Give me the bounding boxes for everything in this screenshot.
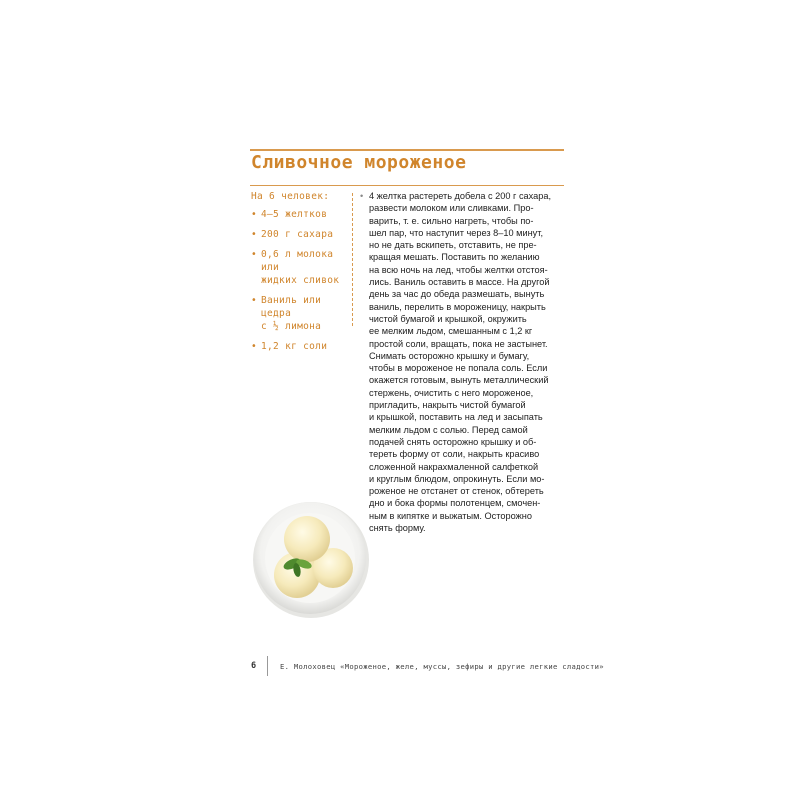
recipe-title: Сливочное мороженое — [251, 152, 467, 173]
ice-cream-bowl-illustration — [249, 497, 373, 621]
title-bottom-rule — [250, 185, 564, 186]
instruction-line: варить, т. е. сильно нагреть, чтобы по- — [369, 215, 534, 226]
instruction-line: и круглым блюдом, опрокинуть. Если мо- — [369, 473, 545, 484]
instruction-line: ным в кипятке и выжатым. Осторожно — [369, 510, 532, 521]
instruction-line: мелким льдом с солью. Перед самой — [369, 424, 528, 435]
instruction-line: кращая мешать. Поставить по желанию — [369, 252, 540, 263]
instruction-line: дно и бока формы полотенцем, смочен- — [369, 498, 541, 509]
ingredient-text-cont: с ½ лимона — [261, 321, 322, 332]
ingredient-text: 1,2 кг соли — [261, 341, 328, 352]
footer-divider — [267, 656, 268, 676]
instruction-line: ее мелким льдом, смешанным с 1,2 кг — [369, 326, 533, 337]
instruction-line: лись. Ваниль оставить в массе. На другой — [369, 277, 550, 288]
ingredient-item — [251, 208, 346, 221]
instruction-line: чистой бумагой и крышкой, окружить — [369, 313, 527, 324]
recipe-instructions — [360, 190, 570, 534]
servings-label: На 6 человек: — [251, 191, 330, 202]
ingredient-text: 0,6 л молока или — [261, 249, 334, 273]
instruction-line: окажется готовым, вынуть металлический — [369, 375, 549, 386]
instruction-line: день за час до обеда размешать, вынуть — [369, 289, 545, 300]
instruction-line: 4 желтка растереть добела с 200 г сахара, — [369, 191, 552, 201]
ingredient-text: 4–5 желтков — [261, 209, 328, 220]
instruction-line: роженое не отстанет от стенок, обтереть — [369, 486, 544, 497]
instruction-line: стержень, очистить с него мороженое, — [369, 387, 534, 398]
bullet-icon: • — [251, 295, 258, 306]
ingredient-list — [251, 208, 346, 353]
bullet-icon: • — [360, 191, 364, 201]
running-title: Е. Молоховец «Мороженое, желе, муссы, зефиры и другие легкие сладости» — [280, 662, 604, 671]
bullet-icon: • — [251, 229, 258, 240]
instruction-line: на всю ночь на лед, чтобы желтки отстоя- — [369, 264, 548, 275]
title-top-rule — [250, 149, 564, 151]
instruction-line: Снимать осторожно крышку и бумагу, — [369, 350, 530, 361]
instruction-line: ваниль, перелить в мороженицу, накрыть — [369, 301, 546, 312]
instruction-line: пригладить, накрыть чистой бумагой — [369, 400, 526, 411]
ingredient-item — [251, 228, 346, 241]
instruction-line: шел пар, что наступит через 8–10 минут, — [369, 227, 544, 238]
instruction-line: снять форму. — [369, 523, 426, 534]
bullet-icon: • — [251, 249, 258, 260]
ingredient-item — [251, 248, 346, 287]
instruction-line: развести молоком или сливками. Про- — [369, 203, 534, 214]
instruction-line: сложенной накрахмаленной салфеткой — [369, 461, 539, 472]
instruction-line: тереть форму от соли, накрыть красиво — [369, 449, 540, 460]
ingredient-text-cont: жидких сливок — [261, 275, 340, 286]
instruction-line: подачей снять осторожно крышку и об- — [369, 436, 537, 447]
column-divider — [352, 193, 353, 326]
instruction-line: чтобы в мороженое не попала соль. Если — [369, 363, 548, 374]
instruction-line: и крышкой, поставить на лед и засыпать — [369, 412, 543, 423]
ingredient-item — [251, 294, 346, 333]
instruction-line: простой соли, вращать, пока не застынет. — [369, 338, 548, 349]
ice-cream-photo — [249, 497, 373, 621]
ingredients-column — [251, 191, 346, 360]
page-number: 6 — [251, 661, 257, 671]
ingredient-text: Ваниль или цедра — [261, 295, 322, 319]
ingredient-text: 200 г сахара — [261, 229, 334, 240]
bullet-icon: • — [251, 341, 258, 352]
bullet-icon: • — [251, 209, 258, 220]
instruction-line: но не дать вскипеть, отставить, не пре- — [369, 240, 537, 251]
ice-cream-scoop — [284, 516, 330, 562]
ingredient-item — [251, 340, 346, 353]
